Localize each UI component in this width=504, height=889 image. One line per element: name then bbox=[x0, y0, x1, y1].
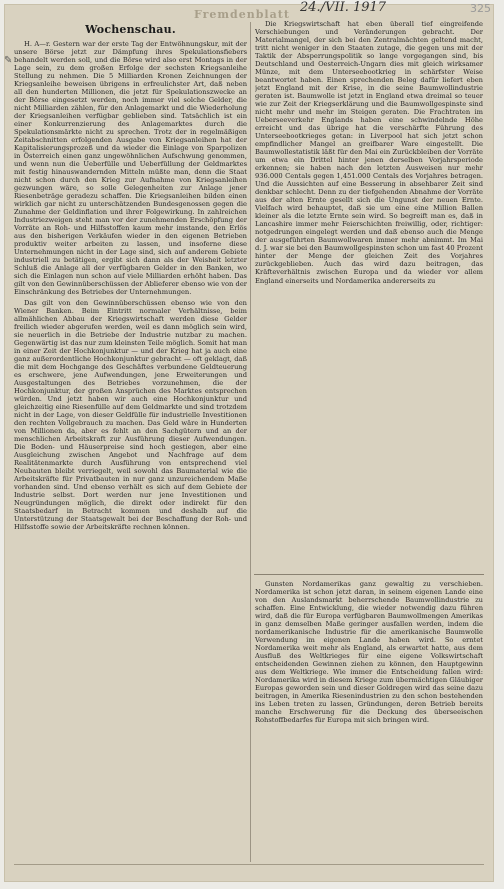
masthead: Fremdenblatt bbox=[194, 8, 290, 21]
left-column bbox=[14, 20, 247, 858]
right-paragraph-2: Gunsten Nordamerikas ganz gewaltig zu verschieben. Nordamerika ist schon jetzt daran, in seinem eigenen Lande eine von den Auslandsmarkt beherrschende Baumwollindustrie zu schaffen. Eine Entwicklung, die wieder notwendig dazu führen wird, daß die für Europa verfügbaren Baumwollmengen Amerikas in ganz demselben Maße geringer ausfallen werden, indem die nordamerikanische Industrie für die amerikanische Baumwolle Verwendung im eigenen Lande haben wird. So erntet Nordamerika weit mehr als England, als erwartet hatte, aus dem Ausfluß des Weltkrieges für eine eigene Volkswirtschaft entscheidenden Gewinnen ziehen zu können, den Hauptgewinn aus dem Weltkriege. Wie immer die Entscheidung fallen wird: Nordamerika wird in diesem Kriege zum übermächtigen Gläubiger Europas geworden sein und dieser Goldregen wird das seine dazu beitragen, in Amerika Riesenindustrien zu den schon bestehenden ins Leben treten zu lassen, Gründungen, deren Betrieb bereits manche Erschwerung für die Deckung des überseeischen Rohstoffbedarfes für Europa mit sich bringen wird. bbox=[255, 580, 483, 725]
handwritten-date: 24./VII. 1917 bbox=[300, 0, 387, 15]
article-headline: Wochenschau. bbox=[85, 23, 176, 36]
section-divider bbox=[254, 574, 484, 575]
right-paragraph-1: Die Kriegswirtschaft hat eben überall tief eingreifende Verschiebungen und Veränderungen gebracht. Der Materialmangel, der sich bei den Zentralmächten geltend macht, tritt nicht weniger in den Staaten zutage, die gegen uns mit der Taktik der Absperrungspolitik so lange vorgegangen sind, bis Deutschland und Oesterreich-Ungarn dies mit gleich wirksamer Münze, mit dem Unterseebootkrieg in schärfster Weise beantwortet haben. Einen sprechenden Beleg dafür liefert eben jetzt England mit der Krise, in die seine Baumwollindustrie geraten ist. Baumwolle ist jetzt in England etwa dreimal so teuer wie zur Zeit der Kriegserklärung und die Baumwollgespinste sind nicht mehr und mehr im Steigen geraten. Die Frachtraten im Ueberseeverkehr Englands haben eine schwindelnde Höhe erreicht und das übrige hat die verschärfte Führung des Unterseebootkrieges getan: in Liverpool hat sich jetzt schon empfindlicher Mangel an greifbarer Ware eingestellt. Die Baumwollestatistik läßt für den Mai ein Zurückbleiben der Vorräte um etwa ein Drittel hinter jenen derselben Vorjahrsperiode erkennen; sie haben nach den letzten Ausweisen nur mehr 936.000 Centals gegen 1,451.000 Centals des Vorjahres betragen. Und die Aussichten auf eine Besserung in absehbarer Zeit sind denkbar schlecht. Denn zu der tiefgehenden Abnahme der Vorräte aus der alten Ernte gesellt sich die Ungunst der neuen Ernte. Vielfach wird behauptet, daß sie um eine eine Million Ballen kleiner als die letzte Ernte sein wird. So begreift man es, daß in Lancashire immer mehr Feierschichten freiwillig, oder, richtiger: notgedrungen eingelegt werden und daß ebenso auch die Menge der ausgeführten Baumwollwaren immer mehr abnimmt. Im Mai d. J. war sie bei den Baumwollgespinsten schon um fast 40 Prozent hinter der Menge der gleichen Zeit des Vorjahres zurückgeblieben. Auch das wird dazu beitragen, das Kräfteverhältnis zwischen Europa und da wieder vor allem England einerseits und Nordamerika andererseits zu bbox=[255, 20, 483, 285]
right-column-bottom bbox=[255, 580, 483, 865]
column-divider bbox=[250, 22, 251, 862]
right-column-top bbox=[255, 20, 483, 580]
archive-number: 325 bbox=[470, 2, 491, 15]
left-paragraph-2: Das gilt von den Gewinnüberschüssen ebenso wie von den Wiener Banken. Beim Eintritt normaler Verhältnisse, beim allmählichen Abbau der Kriegswirtschaft werden diese Gelder freilich wieder abgerufen werden, weil es dann möglich sein wird, sie neuerlich in die Betriebe der Industrie nutzbar zu machen. Gegenwärtig ist das nur zum kleinsten Teile möglich. Somit hat man in einer Zeit der Hochkonjunktur — und der Krieg hat ja auch eine ganz außerordentliche Hochkonjunktur gebracht — oft geklagt, daß die mit dem Hochgange des Geschäftes verbundene Geldteuerung es erschwere, jene Aufwendungen, jene Erweiterungen und Ausgestaltungen des Betriebes vorzunehmen, die der Hochkonjunktur, der großen Ansprüchen des Marktes entsprechen würden. Und jetzt haben wir auch eine Hochkonjunktur und gleichzeitig eine Riesenfülle auf dem Geldmarkte und sind trotzdem nicht in der Lage, von dieser Geldfülle für industrielle Investitionen den rechten Vollgebrauch zu machen. Das Geld wäre in Hunderten von Millionen da, aber es fehlt an den Sachgütern und an der menschlichen Arbeitskraft zur Ausführung dieser Aufwendungen. Die Boden- und Häuserpreise sind hoch gestiegen, aber eine Ausgleichung zwischen Angebot und Nachfrage auf dem Realitätenmarkte durch Ausführung von entsprechend viel Neubauten bleibt verriegelt, weil sowohl das Baumaterial wie die Arbeitskräfte für Privatbauten in nur ganz unzureichendem Maße vorhanden sind. Und ebenso verhält es sich auf dem Gebiete der Industrie selbst. Dort werden nur jene Investitionen und Neugründungen möglich, die direkt oder indirekt für den Staatsbedarf in Betracht kommen und deshalb auf die Unterstützung der Staatsgewalt bei der Beschaffung der Roh- und Hilfsstoffe sowie der Arbeitskräfte rechnen können. bbox=[14, 298, 247, 531]
bottom-rule bbox=[14, 864, 484, 865]
left-paragraph-1: H. A—r. Gestern war der erste Tag der Entwöhnungskur, mit der unsere Börse jetzt zur Dämpfung ihres Spekulationsfiebers behandelt werden soll, und die Börse wird also erst Montags in der Lage sein, zu dem großen Erfolge der sechsten Kriegsanleihe Stellung zu nehmen. Die 5 Milliarden Kronen Zeichnungen der Kriegsanleihe beweisen übrigens in erfreulichster Art, daß neben all den hunderten Millionen, die jetzt für Spekulationszwecke an der Börse eingesetzt werden, noch immer viel solche Gelder, die nicht Milliarden zählen, für den Anlagemarkt und die Wiederholung der Kriegsanleihen verfügbar geblieben sind. Tatsächlich ist ein einer Konkurrenzierung des Anlagemarktes durch die Spekulationsmärkte nicht zu sprechen. Trotz der in regelmäßigen Zeitabschnitten erfolgenden Ausgabe von Kriegsanleihen hat der Kapitalisierungsprozeß und da wieder die Einlage von Sparpolizen in Österreich einen ganz ungewöhnlichen Aufschwung genommen, und wenn nun die Ueberfülle und Ueberfüllung der Geldmarktes mit festig hinauswandernden Mitteln müßte man, denn die Staat nicht schon durch den Krieg zur Aufnahme von Kriegsanleihen gezwungen wäre, so solle Gelegenheiten zur Anlage jener Riesenbeträge geradezu schaffen. Die Kriegsanleihen bilden einen wirklich gar nicht zu unterschätzenden Bundesgenossen gegen die Zunahme der Geldinflation und ihrer Folgewirkung. In zahlreichen Industriezweigen steht man vor der zunehmenden Erschöpfung der Vorräte an Roh- und Hilfsstoffen kaum mehr imstande, den Erlös aus den bisherigen Verkäufen wieder in den eigenen Betrieben produktiv weiter arbeiten zu lassen, und insoferne diese Unternehmungen nicht in der Lage sind, sich auf anderem Gebiete industriell zu betätigen, ergibt sich dann als der Weisheit letzter Schluß die Anlage all der verfügbaren Gelder in den Banken, wo sich die Einlagen nun schon auf viele Milliarden erhöht haben. Das gilt von den Gewinnüberschüssen der Ablieferer ebenso wie von der Einschränkung des Betriebes der Unternehmungen. bbox=[14, 40, 247, 297]
pencil-mark: ✎ bbox=[4, 55, 13, 66]
